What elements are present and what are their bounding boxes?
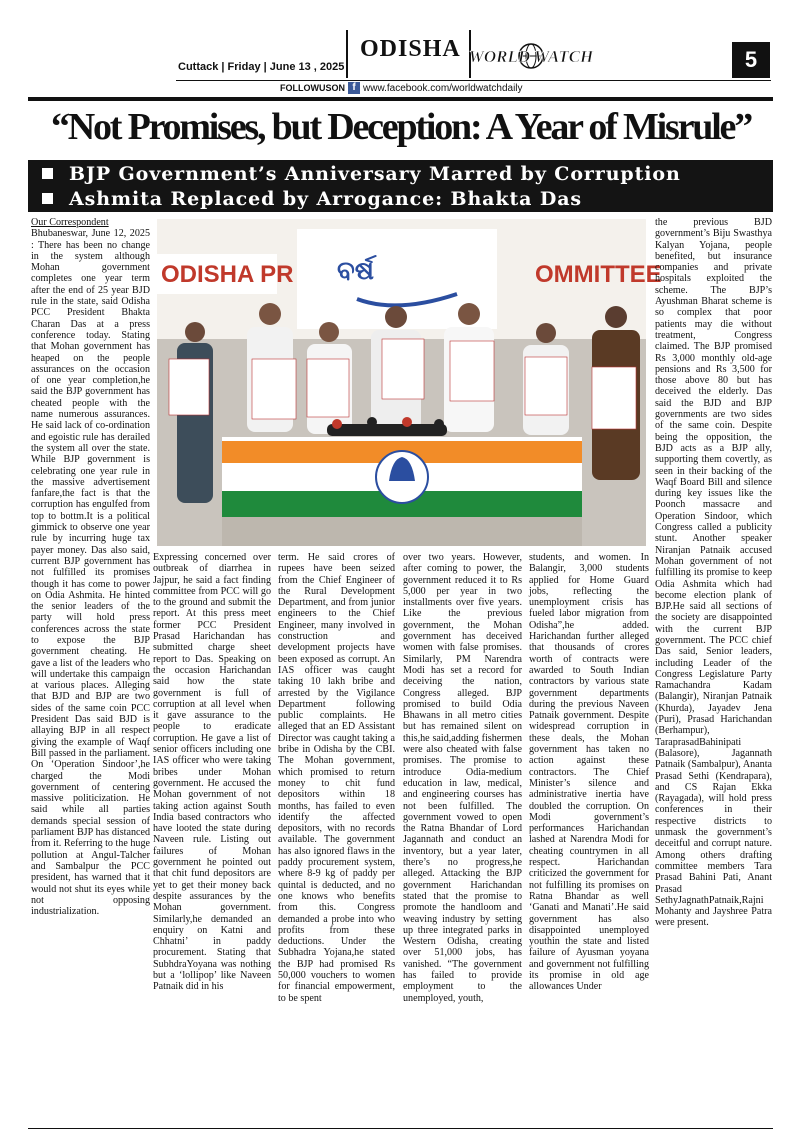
article-column-2 [153,552,271,1127]
subhead-box [28,160,773,212]
banner-right-text: OMMITTEE [535,261,662,288]
social-follow [280,82,523,94]
dateline-city: Cuttack [178,61,219,73]
dateline-date: June 13 , 2025 [269,61,345,73]
column-1-text: Bhubaneswar, June 12, 2025 : There has been no change in the system although Mohan government completes one year term after the end of 25 year BJD rule in the state, said Odisha PCC President Bhakta Charan Das at a press conference today. Stating that Mohan government has heaped on the people assurances on the occasion of one year completion,he said the BJP government has cheated people with the name numerous assurances. He said lack of co-ordination and egoistic rule has derailed the system all over the state. While BJP government is celebrating one year rule in the massive advertisement fanfare,the fact is that the corruption has engulfed from top to bottm.It is a political gimmick to observe one year rule by incurring huge tax payer money. Das also said, current BJP government has not fulfilled its promises though it has come to power on Odia Ashmita. He hinted the senior leaders of the party will hold press conferences across the state to expose the BJP government cheating. He gave a list of the leaders who will undertake this campaign at various places. Alleging that BJD and BJP are two sides of the same coin PCC President Das said BJD is allaying BJP in all respect giving the example of Waqf Bill passed in the parliament. On ‘Operation Sindoor’,he charged the Modi government of centering massive politicization. He said while all parties demands special session of parliament BJP has distanced from it. Referring to the huge pollution at Angul-Talcher and Sambalpur the PCC president, has warned that it would not shut its eyes while not opposing industrialization. [31,228,150,918]
square-bullet-icon [42,168,53,179]
world-watch-logo [468,36,594,76]
logo-graphic [468,36,594,76]
article-column-3 [278,552,395,1127]
photo-illustration [157,219,662,546]
column-6-text: the previous BJD government’s Biju Swasthya Kalyan Yojana, people benefited, but insurance companies and private hospitals exploited the scheme. The BJP’s Ayushman Bharat scheme is so complex that poor patients may die without treatment, Congress claimed. The BJP promised Rs 3,000 monthly old-age pensions and Rs 3,500 for those above 80 but has deceived the elderly. Das said the BJD and BJP governments are two sides of the same coin. Despite being the opposition, the BJD acts as a BJP ally, supporting them covertly, as seen in their backing of the Waqf Board Bill and silence during key issues like the Poonch massacre and Operation Sindoor, which Congress called a publicity stunt. Another speaker Niranjan Patnaik accused Mohan government of not fulfilling its promise to keep Odia Ashmita which had become election plank of BJP.He said all sections of the society are disappointed with the current BJP government. The PCC chief Das said, Senior leaders, including Leader of the Congress Legislature Party Ramachandra Kadam (Balangir), Niranjan Patnaik (Khurda), Jayadev Jena (Puri), Prasad Harichandan (Berhampur), TaraprasadBahinipati (Balasore), Jagannath Patnaik (Sambalpur), Ananta Prasad Sethi (Kendrapara), and CS Rajan Ekka (Rayagada), will hold press conferences in their respective districts to unmask the government’s deceitful and corrupt nature. Among others drafting committee members Tara Prasad Bahini Pati, Anant Prasad SethyJagnathPatnaik,Rajni Mohanty and Jayshree Patra were present. [655,217,772,929]
byline: Our Correspondent [31,217,109,228]
column-5-text: students, and women. In Balangir, 3,000 students applied for Home Guard jobs, reflecting the unemployment crisis has fueled labor migration from Odisha”,he added. Harichandan further alleged that thousands of crores worth of contracts were awarded to South Indian contractors by various state government departments during the previous Naveen Patnaik government. Despite widespread corruption in these deals, the Mohan government has taken no action against these contractors. The Chief Minister’s silence and administrative inertia have doubled the corruption. On Modi government’s performances Harichandan lashed at Narendra Modi for cheating countrymen in all respect. Harichandan criticized the government for not fulfilling its promises on Ratna Bhandar as well ‘Ganati and Manati’.He said government has also disappointed unemployed youthin the state and listed failure of Ayusman yoyana and government not fulfilling its promise in old age allowances Under [529,552,649,993]
article-column-6 [655,217,772,1127]
facebook-icon: f [348,82,360,94]
article-column-4 [403,552,522,1127]
press-conference-photo [157,219,662,546]
square-bullet-icon [42,193,53,204]
masthead-rule [176,80,771,81]
page-number: 5 [732,42,770,78]
column-2-text: Expressing concerned over outbreak of diarrhea in Jajpur, he said a fact finding committee from PCC will go to the ground and submit the report. At this press meet former PCC President Prasad Harichandan has submitted charge sheet report to Das. Speaking on the occasion Harichandan said how the state government is full of corruption at all level when it gave assurance to the people to eradicate corruption. He gave a list of senior officers including one IAS officer who were taking bribes under Mohan government. He accused the Mohan government of not taking action against South India based contractors who have looted the state during Naveen rule. Listing out failures of Mohan government he pointed out that chit fund depositors are yet to get their money back despite assurances by the Mohan government. Similarly,he demanded an enquiry on Katni and Chhatni’ in paddy procurement. Stating that SubhdraYoyana was nothing but a ‘lollipop’ like Naveen Patnaik did in his [153,552,271,993]
article-column-5 [529,552,649,1127]
article-column-1 [31,217,150,1127]
subhead-1-text: BJP Government’s Anniversary Marred by Corruption [69,162,681,185]
section-name: ODISHA [360,36,461,62]
follow-label: FOLLOWUSON [280,83,345,93]
column-4-text: over two years. However, after coming to power, the government reduced it to Rs 5,000 per year in two installments over five years. Like the previous government, the Mohan government has deceived women with false promises. Similarly, PM Narendra Modi has set a record for deceiving the nation, Congress alleged. BJP promised to build Odia Bhawans in all metro cities but has remained silent on this,he said,adding fishermen were also cheated with false promises. The promise to introduce Odia-medium education in law, medical, and engineering courses has not been fulfilled. The government vowed to open the Ratna Bhandar of Lord Jagannath and conduct an inventory, but a year later, there’s no progress,he alleged. Attacking the BJP government Harichandan stated that the promise to promote the handloom and weaving industry by setting up three integrated parks in Western Odisha, creating over 51,000 jobs, has vanished. “The government has failed to provide employment to the unemployed, youth, [403,552,522,1004]
subhead-2 [38,186,763,211]
subhead-1 [38,161,763,186]
logo-text: WORLD WATCH [468,47,594,66]
headline: “Not Promises, but Deception: A Year of Misrule” [50,106,752,148]
subhead-2-text: Ashmita Replaced by Arrogance: Bhakta Das [69,187,583,210]
dateline-day: Friday [227,61,261,73]
facebook-link[interactable]: www.facebook.com/worldwatchdaily [363,82,523,94]
dateline: Cuttack | Friday | June 13 , 2025 [178,61,345,73]
column-3-text: term. He said crores of rupees have been seized from the Chief Engineer of the Rural Development Department, and from junior engineers to the Chief Engineer, many involved in construction and development projects have been exposed as corrupt. An IAS officer was caught taking 10 lakh bribe and arrested by the Vigilance Department following public complaints. He alleged that an ED Assistant Director was caught taking a bribe in Odisha by the CBI. The Mohan government, which promised to return money to chit fund depositors within 18 months, has failed to even identify the affected depositors, with no records available. The government has also ignored flaws in the paddy procurement system, where 8-9 kg of paddy per quintal is deducted, and no one knows who benefits from this. Congress demanded a probe into who profits from these deductions. Under the Subhadra Yojana,he stated the BJP had promised Rs 50,000 vouchers to women for financial empowerment, to be spent [278,552,395,1004]
banner-center-text: ବର୍ଷ [337,256,374,286]
masthead-divider-left [346,30,348,78]
banner-left-text: ODISHA PR [161,261,294,288]
page-bottom-rule [28,1128,773,1129]
